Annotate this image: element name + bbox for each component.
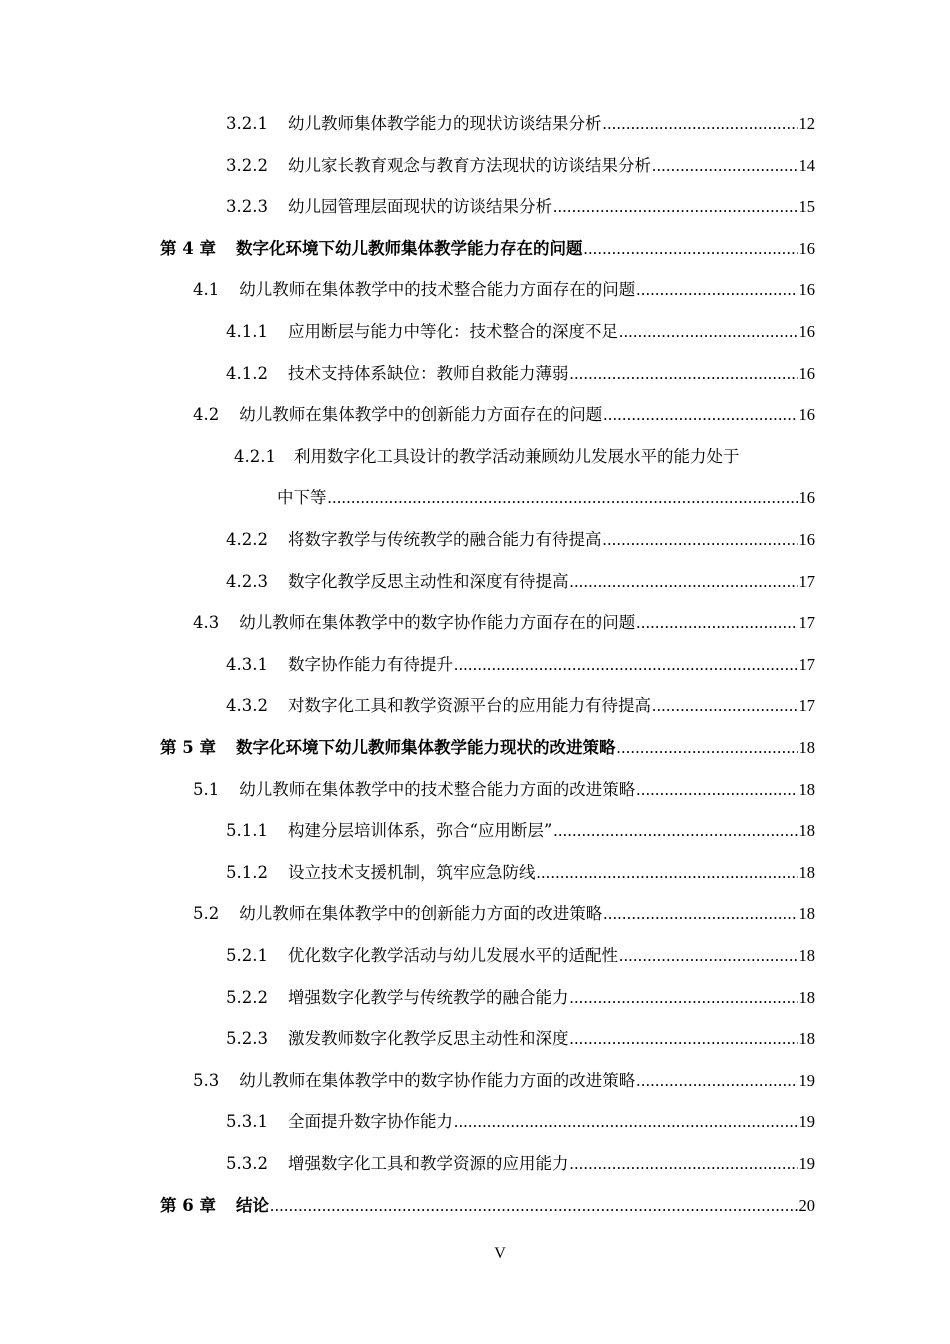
toc-entry-page: 15 <box>798 197 815 217</box>
toc-entry-page: 18 <box>798 779 815 799</box>
toc-entry-number: 5.1 <box>193 779 220 799</box>
toc-entry <box>226 651 815 679</box>
toc-entry-number: 4.3.2 <box>226 696 268 716</box>
toc-entry <box>226 817 815 845</box>
toc-entry-title: 幼儿教师在集体教学中的数字协作能力方面存在的问题 <box>239 613 636 633</box>
toc-entry <box>193 776 815 804</box>
toc-entry-title: 数字化教学反思主动性和深度有待提高 <box>287 571 569 591</box>
toc-dot-leader <box>536 859 797 887</box>
toc-entry <box>226 318 815 346</box>
toc-entry-title: 幼儿教师在集体教学中的创新能力方面的改进策略 <box>239 904 603 924</box>
toc-entry-number: 第 6 章 <box>160 1195 216 1215</box>
toc-dot-leader <box>652 692 798 720</box>
toc-entry-page: 18 <box>798 904 815 924</box>
toc-entry <box>226 110 815 138</box>
toc-entry-title: 全面提升数字协作能力 <box>287 1112 453 1132</box>
toc-entry-page: 18 <box>798 946 815 965</box>
toc-dot-leader <box>636 1067 797 1095</box>
toc-entry-page: 17 <box>798 613 815 633</box>
toc-entry <box>226 984 815 1012</box>
toc-dot-leader <box>569 1150 797 1178</box>
toc-dot-leader <box>602 526 797 554</box>
toc-entry <box>193 401 815 429</box>
toc-entry-number: 3.2.2 <box>226 155 268 175</box>
toc-dot-leader <box>619 318 798 346</box>
toc-entry-page: 19 <box>798 1070 815 1090</box>
toc-entry-number: 5.2.2 <box>226 987 268 1007</box>
toc-entry-number: 4.2.2 <box>226 530 268 549</box>
toc-entry-title: 数字化环境下幼儿教师集体教学能力存在的问题 <box>235 238 583 258</box>
toc-dot-leader <box>636 609 797 637</box>
toc-entry-number: 4.2.3 <box>226 571 268 591</box>
toc-entry-page: 18 <box>798 987 815 1007</box>
toc-dot-leader <box>553 817 797 845</box>
toc-dot-leader <box>652 152 798 180</box>
toc-dot-leader <box>603 401 797 429</box>
toc-entry-page: 14 <box>798 155 815 175</box>
toc-entry-number: 3.2.3 <box>226 197 268 217</box>
toc-dot-leader <box>602 110 797 138</box>
toc-entry-page: 17 <box>798 571 815 591</box>
toc-entry-number: 4.1 <box>193 280 220 300</box>
toc-dot-leader <box>636 776 797 804</box>
toc-dot-leader <box>619 942 798 970</box>
toc-entry-number: 5.1.2 <box>226 862 268 882</box>
toc-entry-number: 5.2 <box>193 904 220 924</box>
toc-entry-page: 18 <box>798 738 815 757</box>
toc-entry <box>226 152 815 180</box>
toc-entry <box>226 193 815 221</box>
toc-entry-page: 16 <box>798 363 815 383</box>
toc-dot-leader <box>569 568 797 596</box>
toc-entry-page: 12 <box>798 114 815 133</box>
toc-entry <box>193 1067 815 1095</box>
toc-entry-number: 4.1.1 <box>226 322 268 341</box>
toc-entry-number: 4.3 <box>193 613 220 633</box>
toc-entry-page: 20 <box>798 1195 815 1215</box>
toc-entry-number: 5.1.1 <box>226 821 268 841</box>
toc-entry <box>160 1192 815 1220</box>
toc-entry-title: 利用数字化工具设计的教学活动兼顾幼儿发展水平的能力处于 <box>293 446 740 466</box>
toc-dot-leader <box>603 900 797 928</box>
toc-entry-title: 技术支持体系缺位：教师自救能力薄弱 <box>287 363 569 383</box>
toc-entry <box>160 734 815 762</box>
toc-entry-title: 数字协作能力有待提升 <box>287 654 453 674</box>
toc-entry <box>193 276 815 304</box>
toc-entry <box>226 1025 815 1053</box>
toc-entry <box>226 859 815 887</box>
toc-entry-number: 4.2 <box>193 405 220 425</box>
toc-entry-page: 16 <box>798 322 815 341</box>
toc-entry-page: 17 <box>798 696 815 716</box>
toc-entry-number: 第 4 章 <box>160 238 216 258</box>
toc-entry-title: 幼儿教师集体教学能力的现状访谈结果分析 <box>287 114 602 133</box>
toc-entry-continuation <box>277 484 815 512</box>
toc-entry <box>160 235 815 263</box>
toc-entry-title: 对数字化工具和教学资源平台的应用能力有待提高 <box>287 696 651 716</box>
toc-entry-number: 5.2.3 <box>226 1029 268 1049</box>
toc-entry-title-continued: 中下等 <box>277 488 327 508</box>
toc-entry <box>226 526 815 554</box>
toc-entry <box>226 568 815 596</box>
toc-entry-title: 应用断层与能力中等化：技术整合的深度不足 <box>287 322 618 341</box>
toc-dot-leader <box>636 276 797 304</box>
toc-entry-number: 4.3.1 <box>226 654 268 674</box>
toc-entry-page: 19 <box>798 1154 815 1173</box>
toc-entry-title: 增强数字化工具和教学资源的应用能力 <box>287 1154 569 1173</box>
toc-entry-title: 结论 <box>235 1195 269 1215</box>
toc-entry-number: 5.3.1 <box>226 1112 268 1132</box>
toc-entry-title: 优化数字化教学活动与幼儿发展水平的适配性 <box>287 946 618 965</box>
toc-entry-page: 17 <box>798 654 815 674</box>
toc-entry <box>193 900 815 928</box>
toc-entry <box>193 609 815 637</box>
toc-entry <box>226 1108 815 1136</box>
toc-entry-title: 幼儿教师在集体教学中的数字协作能力方面的改进策略 <box>239 1070 636 1090</box>
toc-entry-title: 构建分层培训体系，弥合“应用断层” <box>287 821 553 841</box>
toc-dot-leader <box>270 1192 798 1220</box>
toc-entry-title: 数字化环境下幼儿教师集体教学能力现状的改进策略 <box>235 738 616 757</box>
toc-entry <box>226 942 815 970</box>
toc-entry-title: 将数字教学与传统教学的融合能力有待提高 <box>287 530 602 549</box>
toc-entry-title: 增强数字化教学与传统教学的融合能力 <box>287 987 569 1007</box>
toc-entry-page: 16 <box>798 238 815 258</box>
toc-entry-number: 5.2.1 <box>226 946 268 965</box>
page-number: V <box>494 1245 506 1262</box>
toc-entry-page: 16 <box>798 488 815 508</box>
toc-entry-title: 幼儿教师在集体教学中的技术整合能力方面的改进策略 <box>239 779 636 799</box>
toc-entry <box>226 692 815 720</box>
toc-entry-title: 幼儿家长教育观念与教育方法现状的访谈结果分析 <box>287 155 651 175</box>
toc-dot-leader <box>553 193 798 221</box>
toc-entry-title: 幼儿园管理层面现状的访谈结果分析 <box>287 197 552 217</box>
toc-entry-number: 4.1.2 <box>226 363 268 383</box>
toc-entry <box>226 360 815 388</box>
toc-entry-title: 设立技术支援机制，筑牢应急防线 <box>287 862 536 882</box>
toc-entry-page: 16 <box>798 280 815 300</box>
toc-entry <box>234 443 739 471</box>
toc-dot-leader <box>569 984 797 1012</box>
toc-entry-title: 激发教师数字化教学反思主动性和深度 <box>287 1029 569 1049</box>
toc-entry <box>226 1150 815 1178</box>
toc-dot-leader <box>328 484 798 512</box>
toc-entry-number: 4.2.1 <box>234 446 276 466</box>
toc-entry-page: 16 <box>798 405 815 425</box>
toc-entry-page: 16 <box>798 530 815 549</box>
toc-dot-leader <box>454 651 798 679</box>
toc-entry-title: 幼儿教师在集体教学中的技术整合能力方面存在的问题 <box>239 280 636 300</box>
toc-dot-leader <box>616 734 797 762</box>
toc-dot-leader <box>583 235 797 263</box>
toc-entry-page: 18 <box>798 862 815 882</box>
toc-entry-number: 5.3 <box>193 1070 220 1090</box>
toc-dot-leader <box>569 1025 797 1053</box>
toc-dot-leader <box>454 1108 798 1136</box>
toc-dot-leader <box>569 360 797 388</box>
toc-entry-number: 3.2.1 <box>226 114 268 133</box>
toc-entry-number: 第 5 章 <box>160 738 216 757</box>
toc-entry-page: 19 <box>798 1112 815 1132</box>
toc-entry-page: 18 <box>798 1029 815 1049</box>
toc-entry-title: 幼儿教师在集体教学中的创新能力方面存在的问题 <box>239 405 603 425</box>
toc-entry-page: 18 <box>798 821 815 841</box>
toc-entry-number: 5.3.2 <box>226 1154 268 1173</box>
